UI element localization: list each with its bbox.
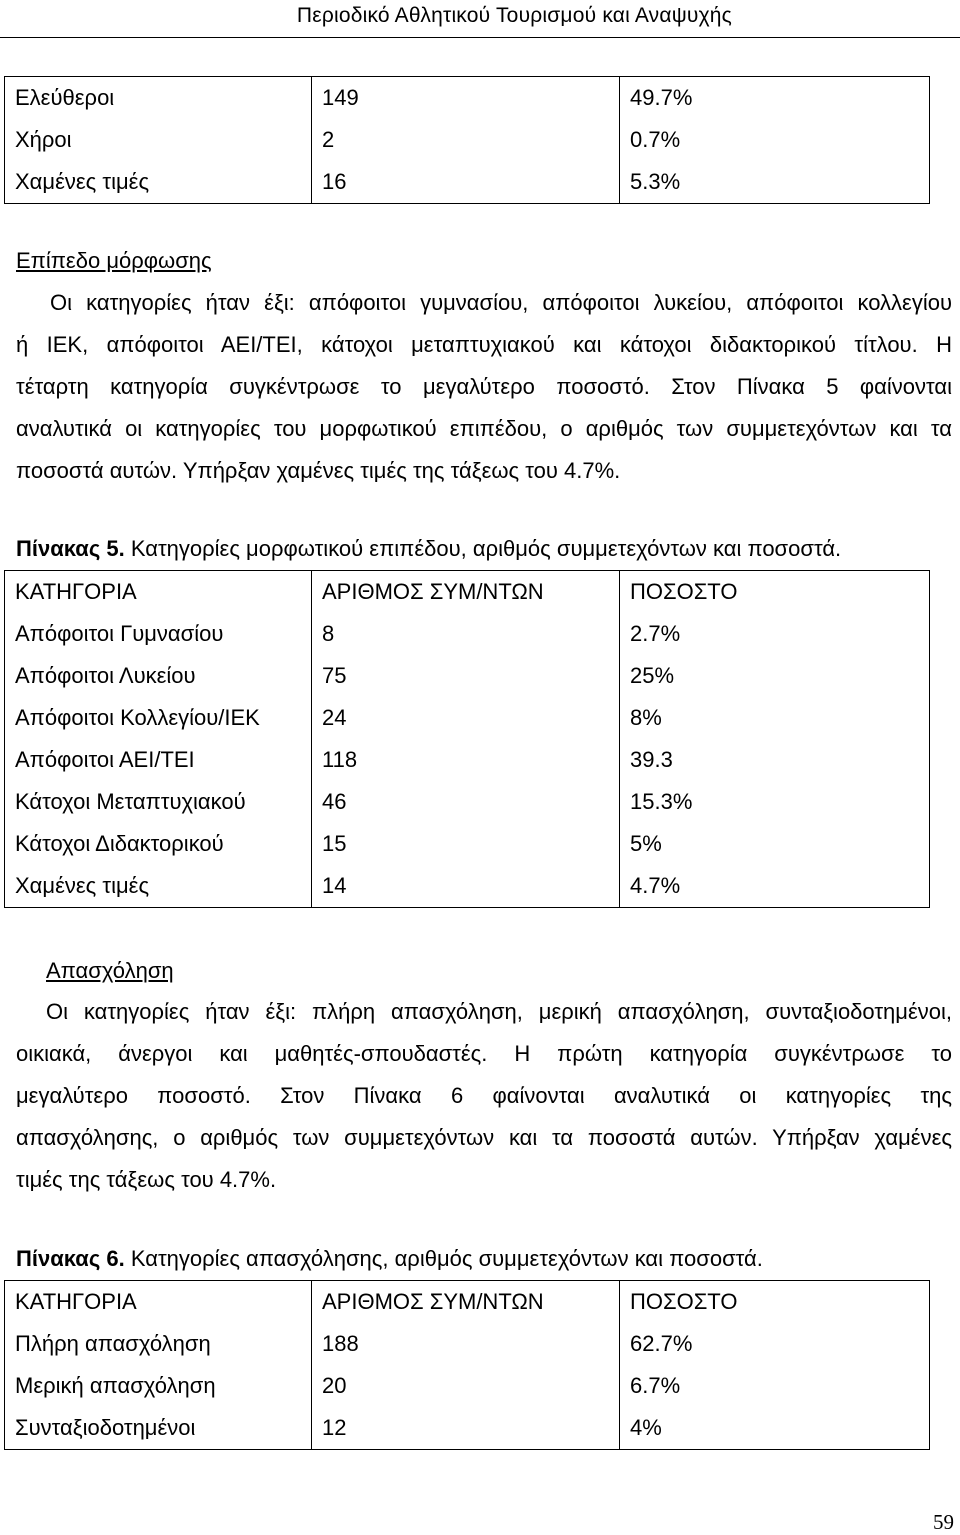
paragraph-line: αναλυτικά οι κατηγορίες του μορφωτικού επιπέδου, ο αριθμός των συμμετεχόντων και τα [16,416,952,441]
table-cell: 5% [620,823,930,865]
table-cell: Απόφοιτοι ΑΕΙ/ΤΕΙ [5,739,312,781]
paragraph-line: οικιακά, άνεργοι και μαθητές-σπουδαστές. Η πρώτη κατηγορία συγκέντρωσε το [16,1041,952,1066]
table-header-row [5,1281,930,1324]
table-row [5,739,930,781]
table-cell: 15.3% [620,781,930,823]
table-cell: 4% [620,1407,930,1450]
table-cell: 5.3% [620,161,930,204]
employment-paragraph [16,991,952,1201]
table-row [5,697,930,739]
table-cell: 0.7% [620,119,930,161]
column-header: ΚΑΤΗΓΟΡΙΑ [5,1281,312,1324]
table-cell: 6.7% [620,1365,930,1407]
table-cell: Απόφοιτοι Γυμνασίου [5,613,312,655]
table-cell: Χαμένες τιμές [5,161,312,204]
table-cell: 8% [620,697,930,739]
table-cell: Κάτοχοι Μεταπτυχιακού [5,781,312,823]
table-cell: Απόφοιτοι Κολλεγίου/ΙΕΚ [5,697,312,739]
caption-text: Κατηγορίες απασχόλησης, αριθμός συμμετεχόντων και ποσοστά. [124,1246,763,1271]
column-header: ΑΡΙΘΜΟΣ ΣΥΜ/ΝΤΩΝ [312,1281,620,1324]
table-cell: Χαμένες τιμές [5,865,312,908]
paragraph-line: τιμές της τάξεως του 4.7%. [16,1167,277,1192]
column-header: ΠΟΣΟΣΤΟ [620,571,930,614]
table-cell: 62.7% [620,1323,930,1365]
caption-label: Πίνακας 5. [16,536,125,561]
education-table [4,570,930,908]
paragraph-line: τέταρτη κατηγορία συγκέντρωσε το μεγαλύτερο ποσοστό. Στον Πίνακα 5 φαίνονται [16,374,952,399]
column-header: ΚΑΤΗΓΟΡΙΑ [5,571,312,614]
education-paragraph [16,282,952,492]
table-row [5,655,930,697]
table-cell: 75 [312,655,620,697]
marital-status-table [4,76,930,204]
table-5-caption [16,536,841,562]
header-rule [0,37,960,38]
table-cell: 12 [312,1407,620,1450]
table-row [5,77,930,120]
table-cell: 4.7% [620,865,930,908]
table-cell: Χήροι [5,119,312,161]
table-cell: 49.7% [620,77,930,120]
table-row [5,1323,930,1365]
paragraph-line: ποσοστά αυτών. Υπήρξαν χαμένες τιμές της τάξεως του 4.7%. [16,458,621,483]
table-cell: 46 [312,781,620,823]
table-cell: 16 [312,161,620,204]
table-row [5,119,930,161]
table-cell: Πλήρη απασχόληση [5,1323,312,1365]
education-heading: Επίπεδο μόρφωσης [16,248,212,273]
table-row [5,823,930,865]
journal-title: Περιοδικό Αθλητικού Τουρισμού και Αναψυχής [296,4,732,27]
paragraph-line: Οι κατηγορίες ήταν έξι: απόφοιτοι γυμνασίου, απόφοιτοι λυκείου, απόφοιτοι κολλεγίου [50,290,952,315]
employment-table [4,1280,930,1450]
table-cell: 20 [312,1365,620,1407]
table-cell: 2 [312,119,620,161]
table-cell: 14 [312,865,620,908]
table-row [5,781,930,823]
table-cell: Μερική απασχόληση [5,1365,312,1407]
table-row [5,1407,930,1450]
paragraph-line: Οι κατηγορίες ήταν έξι: πλήρη απασχόληση, μερική απασχόληση, συνταξιοδοτημένοι, [46,999,952,1024]
table-cell: 24 [312,697,620,739]
table-cell: 118 [312,739,620,781]
paragraph-line: απασχόλησης, ο αριθμός των συμμετεχόντων και τα ποσοστά αυτών. Υπήρξαν χαμένες [16,1125,952,1150]
table-cell: 188 [312,1323,620,1365]
page-number: 59 [933,1510,954,1534]
table-cell: 39.3 [620,739,930,781]
paragraph-line: ή ΙΕΚ, απόφοιτοι ΑΕΙ/ΤΕΙ, κάτοχοι μεταπτυχιακού και κάτοχοι διδακτορικού τίτλου. Η [16,332,952,357]
column-header: ΠΟΣΟΣΤΟ [620,1281,930,1324]
table-row [5,1365,930,1407]
table-cell: 8 [312,613,620,655]
column-header: ΑΡΙΘΜΟΣ ΣΥΜ/ΝΤΩΝ [312,571,620,614]
table-cell: Ελεύθεροι [5,77,312,120]
table-cell: 25% [620,655,930,697]
employment-heading: Απασχόληση [46,958,174,983]
table-6-caption [16,1246,763,1272]
caption-text: Κατηγορίες μορφωτικού επιπέδου, αριθμός συμμετεχόντων και ποσοστά. [124,536,842,561]
table-row [5,865,930,908]
caption-label: Πίνακας 6. [16,1246,125,1271]
table-cell: Συνταξιοδοτημένοι [5,1407,312,1450]
table-cell: 2.7% [620,613,930,655]
table-cell: 149 [312,77,620,120]
table-row [5,613,930,655]
paragraph-line: μεγαλύτερο ποσοστό. Στον Πίνακα 6 φαίνονται αναλυτικά οι κατηγορίες της [16,1083,952,1108]
running-header [0,2,960,32]
table-cell: Κάτοχοι Διδακτορικού [5,823,312,865]
table-cell: Απόφοιτοι Λυκείου [5,655,312,697]
table-row [5,161,930,204]
table-header-row [5,571,930,614]
table-cell: 15 [312,823,620,865]
